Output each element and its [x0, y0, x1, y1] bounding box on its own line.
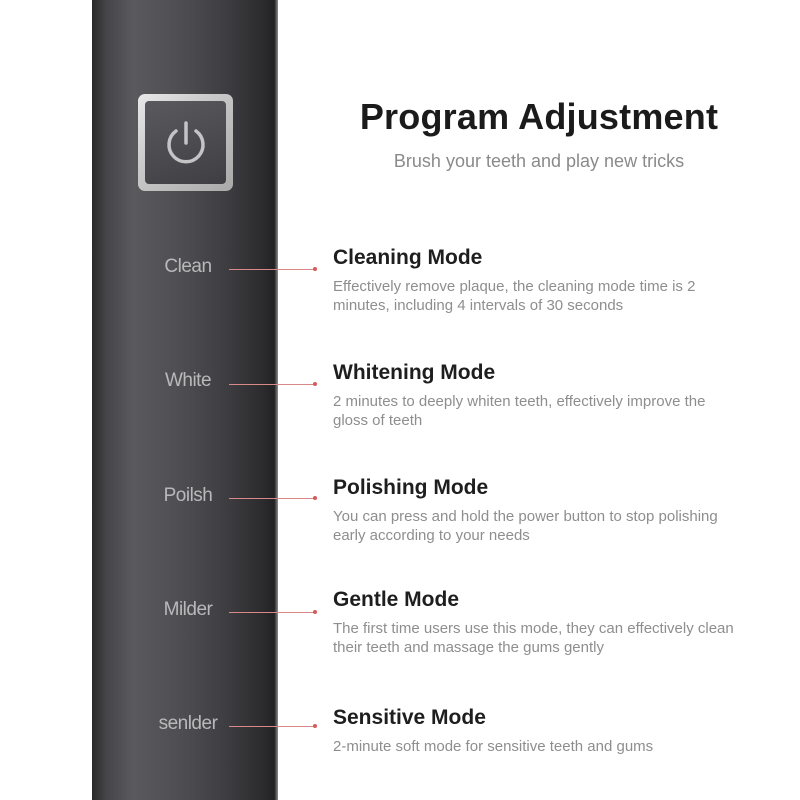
- mode-description: You can press and hold the power button to stop polishing early according to your needs: [333, 508, 718, 544]
- connector-line-sensitive: [229, 726, 315, 727]
- page-title: Program Adjustment: [359, 96, 719, 137]
- connector-line-milder: [229, 612, 315, 613]
- device-label-polish: Poilsh: [163, 485, 213, 506]
- handle-edge: [274, 0, 278, 800]
- power-button[interactable]: [138, 94, 233, 191]
- mode-title: Sensitive Mode: [333, 706, 486, 729]
- mode-description: The first time users use this mode, they can effectively clean their teeth and massage the gums gently: [333, 620, 734, 656]
- device-label-sensitive: senlder: [158, 713, 218, 734]
- mode-item-whitening: [333, 361, 743, 430]
- page-subtitle: Brush your teeth and play new tricks: [393, 151, 685, 171]
- mode-description: 2-minute soft mode for sensitive teeth and gums: [333, 738, 654, 755]
- connector-line-polish: [229, 498, 315, 499]
- mode-item-sensitive: [333, 706, 743, 756]
- mode-title: Gentle Mode: [333, 588, 460, 611]
- connector-line-clean: [229, 269, 315, 270]
- connector-line-white: [229, 384, 315, 385]
- mode-item-polishing: [333, 476, 743, 545]
- device-label-milder: Milder: [163, 599, 213, 620]
- device-label-clean: Clean: [164, 256, 212, 277]
- mode-item-cleaning: [333, 246, 743, 315]
- mode-item-gentle: [333, 588, 743, 657]
- power-icon: [160, 117, 212, 169]
- mode-title: Cleaning Mode: [333, 246, 483, 269]
- mode-title: Whitening Mode: [333, 361, 496, 384]
- mode-description: 2 minutes to deeply whiten teeth, effectively improve the gloss of teeth: [333, 393, 706, 429]
- power-button-face: [145, 101, 226, 184]
- mode-title: Polishing Mode: [333, 476, 489, 499]
- device-label-white: White: [164, 370, 212, 391]
- mode-description: Effectively remove plaque, the cleaning mode time is 2 minutes, including 4 intervals of 30 seconds: [333, 278, 696, 314]
